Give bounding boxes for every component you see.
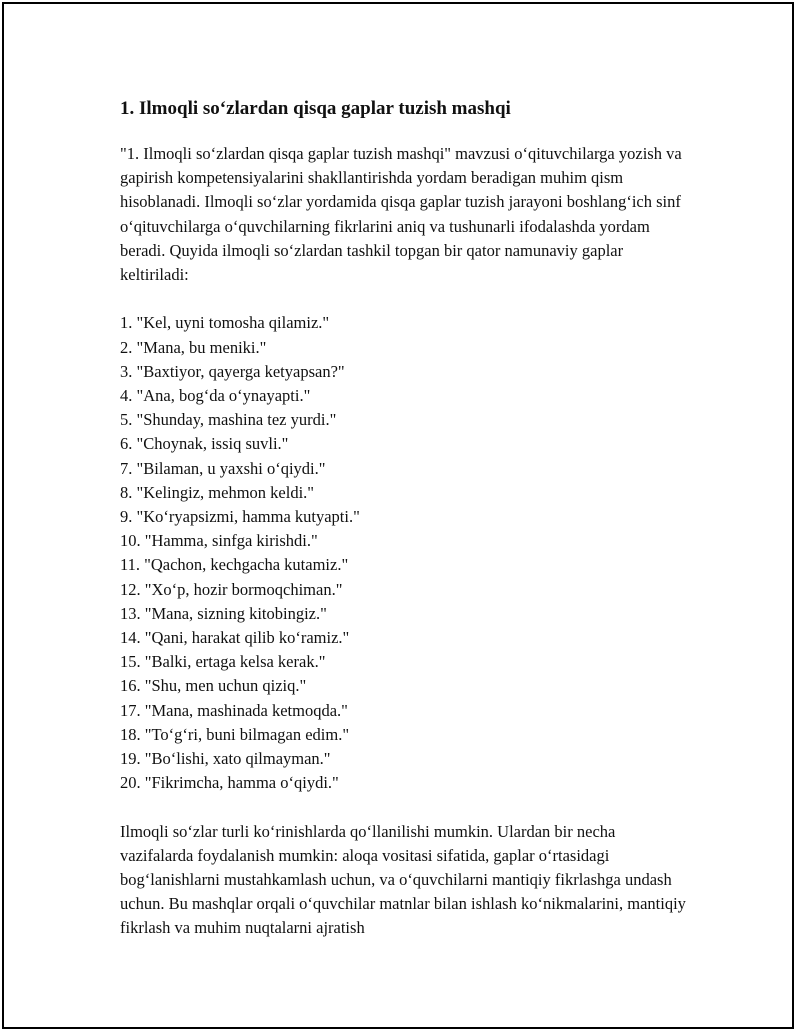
section-heading: 1. Ilmoqli so‘zlardan qisqa gaplar tuzish mashqi (120, 98, 511, 119)
intro-paragraph: "1. Ilmoqli so‘zlardan qisqa gaplar tuzish mashqi" mavzusi o‘qituvchilarga yozish va gapirish kompetensiyalarini shakllantirishda yordam beradigan muhim qism hisoblanadi. Ilmoqli so‘zlar yordamida qisqa gaplar tuzish jarayoni boshlang‘ich sinf o‘qituvchilarga o‘quvchilarning fikrlarini aniq va tushunarli ifodalashda yordam beradi. Quyida ilmoqli so‘zlardan tashkil topgan bir qator namunaviy gaplar keltiriladi: (120, 144, 682, 285)
list-item: 7. "Bilaman, u yaxshi o‘qiydi." (120, 458, 326, 478)
page-frame (2, 2, 794, 1029)
list-item: 2. "Mana, bu meniki." (120, 337, 267, 357)
list-item: 17. "Mana, mashinada ketmoqda." (120, 700, 348, 720)
list-item: 14. "Qani, harakat qilib ko‘ramiz." (120, 628, 350, 648)
list-item: 13. "Mana, sizning kitobingiz." (120, 603, 327, 623)
list-item: 10. "Hamma, sinfga kirishdi." (120, 531, 318, 551)
list-item: 8. "Kelingiz, mehmon keldi." (120, 482, 315, 502)
list-item: 18. "To‘g‘ri, buni bilmagan edim." (120, 724, 350, 744)
list-item: 3. "Baxtiyor, qayerga ketyapsan?" (120, 361, 345, 381)
list-item: 9. "Ko‘ryapsizmi, hamma kutyapti." (120, 507, 360, 527)
list-item: 6. "Choynak, issiq suvli." (120, 434, 289, 454)
document-body (120, 96, 690, 965)
list-item: 4. "Ana, bog‘da o‘ynayapti." (120, 386, 311, 406)
list-item: 5. "Shunday, mashina tez yurdi." (120, 410, 337, 430)
list-item: 16. "Shu, men uchun qiziq." (120, 676, 307, 696)
list-item: 19. "Bo‘lishi, xato qilmayman." (120, 749, 331, 769)
list-item: 20. "Fikrimcha, hamma o‘qiydi." (120, 773, 339, 793)
list-item: 11. "Qachon, kechgacha kutamiz." (120, 555, 349, 575)
list-item: 12. "Xo‘p, hozir bormoqchiman." (120, 579, 343, 599)
list-item: 1. "Kel, uyni tomosha qilamiz." (120, 313, 330, 333)
closing-paragraph: Ilmoqli so‘zlar turli ko‘rinishlarda qo‘llanilishi mumkin. Ulardan bir necha vazifalarda foydalanish mumkin: aloqa vositasi sifatida, gaplar o‘rtasidagi bog‘lanishlarni mustahkamlash uchun, va o‘quvchilarni mantiqiy fikrlashga undash uchun. Bu mashqlar orqali o‘quvchilar matnlar bilan ishlash ko‘nikmalarini, mantiqiy fikrlash va muhim nuqtalarni ajratish (120, 821, 686, 938)
example-sentences-list (120, 311, 690, 795)
list-item: 15. "Balki, ertaga kelsa kerak." (120, 652, 326, 672)
